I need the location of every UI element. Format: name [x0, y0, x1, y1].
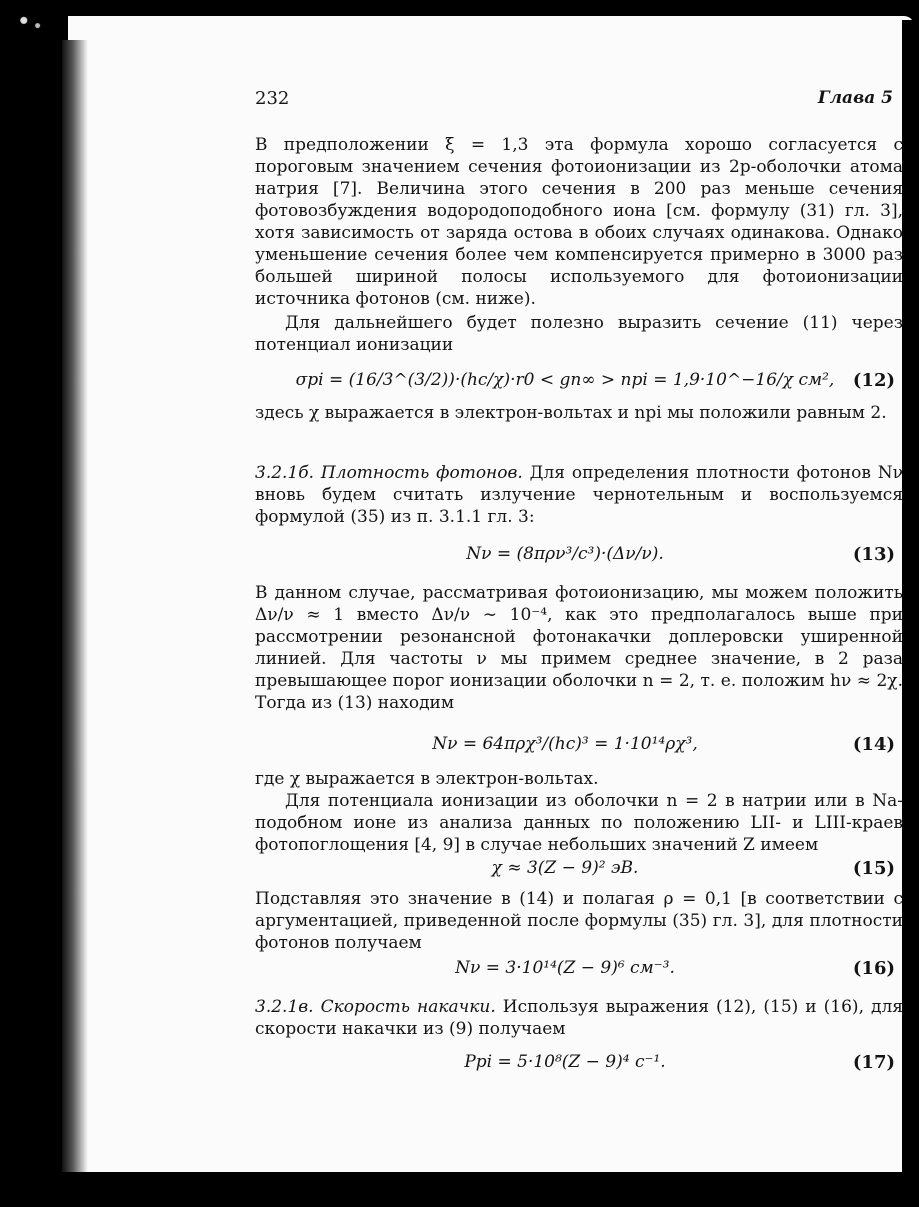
equation-17 — [255, 1048, 903, 1078]
paragraph-7: Подставляя это значение в (14) и полагая ρ = 0,1 [в соответствии с аргументацией, приведенной после формулы (35) гл. 3], для плотности фотонов получаем — [255, 889, 903, 953]
equation-12-body: σpi = (16/3^(3/2))·(hc/χ)·r0 < gn∞ > npi = 1,9·10^−16/χ см², — [295, 370, 835, 390]
equation-13 — [255, 540, 903, 570]
equation-15 — [255, 854, 903, 884]
page-number: 232 — [255, 88, 290, 109]
equation-16-body: Nν = 3·10¹⁴(Z − 9)⁶ см⁻³. — [455, 958, 675, 978]
equation-17-number: (17) — [852, 1052, 895, 1073]
section-3-2-1b-text: Для определения плотности фотонов Nν вновь будем считать излучение чернотельным и воспользуемся формулой (35) из п. 3.1.1 гл. 3: — [255, 463, 903, 527]
page-gutter-shadow — [62, 40, 88, 1180]
section-3-2-1b-heading: 3.2.1б. Плотность фотонов. — [255, 463, 523, 483]
paragraph-4: В данном случае, рассматривая фотоионизацию, мы можем положить Δν/ν ≈ 1 вместо Δν/ν ∼ 10⁻⁴, как это предполагалось выше при рассмотрении резонансной фотонакачки доплеровски уширенной линией. Для частоты ν мы примем среднее значение, в 2 раза превышающее порог ионизации оболочки n = 2, т. е. положим hν ≈ 2χ. Тогда из (13) находим — [255, 583, 903, 713]
chapter-label: Глава 5 — [817, 88, 893, 108]
equation-16 — [255, 954, 903, 984]
scan-border-right — [902, 20, 919, 1207]
section-3-2-1v-heading: 3.2.1в. Скорость накачки. — [255, 997, 496, 1017]
equation-17-body: Ppi = 5·10⁸(Z − 9)⁴ с⁻¹. — [464, 1052, 666, 1072]
paragraph-3: здесь χ выражается в электрон-вольтах и npi мы положили равным 2. — [255, 403, 887, 423]
equation-15-body: χ ≈ 3(Z − 9)² эВ. — [491, 858, 639, 878]
equation-12-number: (12) — [852, 370, 895, 391]
equation-13-body: Nν = (8πρν³/c³)·(Δν/ν). — [466, 544, 664, 564]
equation-13-number: (13) — [852, 544, 895, 565]
equation-14 — [255, 730, 903, 760]
scan-border-bottom — [0, 1172, 919, 1207]
section-3-2-1v-text: Используя выражения (12), (15) и (16), для скорости накачки из (9) получаем — [255, 997, 904, 1039]
paragraph-2: Для дальнейшего будет полезно выразить сечение (11) через потенциал ионизации — [255, 313, 903, 355]
scan-border-left — [0, 0, 68, 1207]
equation-15-number: (15) — [852, 858, 895, 879]
section-3-2-1b — [255, 462, 903, 528]
paragraph-6: Для потенциала ионизации из оболочки n = 2 в натрии или в Na-подобном ионе из анализа данных по положению LII- и LIII-краев фотопоглощения [4, 9] в случае небольших значений Z имеем — [255, 791, 903, 855]
scan-noise — [10, 10, 56, 36]
running-header — [255, 88, 903, 116]
paragraph-5: где χ выражается в электрон-вольтах. — [255, 769, 599, 789]
equation-14-number: (14) — [852, 734, 895, 755]
equation-12 — [255, 366, 903, 396]
equation-14-body: Nν = 64πρχ³/(hc)³ = 1·10¹⁴ρχ³, — [432, 734, 698, 754]
paragraph-1: В предположении ξ = 1,3 эта формула хорошо согласуется с пороговым значением сечения фотоионизации из 2p-оболочки атома натрия [7]. Величина этого сечения в 200 раз меньше сечения фотовозбуждения водородоподобного иона [см. формулу (31) гл. 3], хотя зависимость от заряда остова в обоих случаях одинакова. Однако уменьшение сечения более чем компенсируется примерно в 3000 раз большей шириной полосы используемого для фотоионизации источника фотонов (см. ниже). — [255, 135, 903, 309]
section-3-2-1v — [255, 996, 903, 1040]
equation-16-number: (16) — [852, 958, 895, 979]
